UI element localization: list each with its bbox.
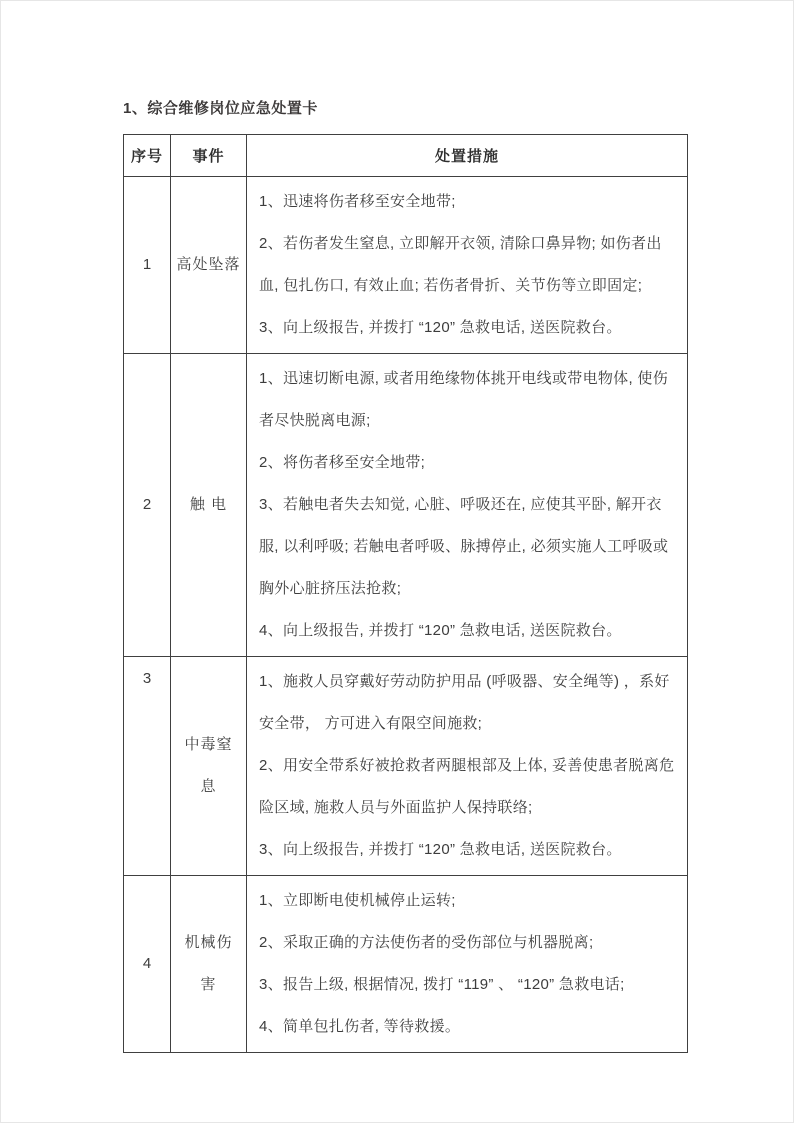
event-line: 高处坠落 <box>176 256 241 273</box>
measures-cell <box>247 354 688 657</box>
measure-item: 2、将伤者移至安全地带; <box>259 454 426 471</box>
measure-item: 1、迅速将伤者移至安全地带; <box>259 193 456 210</box>
event-cell <box>171 354 247 657</box>
row-number-cell: 1 <box>124 177 171 354</box>
event-line: 机械伤 <box>184 934 233 951</box>
row-number-cell: 3 <box>124 657 171 876</box>
measure-item: 3、向上级报告, 并拨打 “120” 急救电话, 送医院救台。 <box>259 841 622 858</box>
measure-item: 4、向上级报告, 并拨打 “120” 急救电话, 送医院救台。 <box>259 622 622 639</box>
event-line: 息 <box>200 778 217 795</box>
table-header-row <box>124 135 688 177</box>
event-cell <box>171 177 247 354</box>
measure-item: 1、立即断电使机械停止运转; <box>259 892 456 909</box>
table-body <box>124 177 688 1053</box>
document-content <box>123 97 687 1053</box>
measures-cell <box>247 657 688 876</box>
measure-item: 1、迅速切断电源, 或者用绝缘物体挑开电线或带电物体, 使伤者尽快脱离电源; <box>259 370 669 429</box>
emergency-response-table <box>123 134 688 1053</box>
event-line: 中毒窒 <box>184 736 233 753</box>
measure-item: 2、用安全带系好被抢救者两腿根部及上体, 妥善使患者脱离危险区域, 施救人员与外面监护人保持联络; <box>259 757 675 816</box>
table-row <box>124 354 688 657</box>
measure-item: 3、向上级报告, 并拨打 “120” 急救电话, 送医院救台。 <box>259 319 622 336</box>
measures-cell <box>247 876 688 1053</box>
page-title: 1、综合维修岗位应急处置卡 <box>123 100 318 117</box>
header-cell-event: 事件 <box>171 135 247 177</box>
header-cell-number: 序号 <box>124 135 171 177</box>
measure-item: 2、采取正确的方法使伤者的受伤部位与机器脱离; <box>259 934 594 951</box>
event-cell <box>171 657 247 876</box>
row-number-cell: 2 <box>124 354 171 657</box>
measure-item: 3、若触电者失去知觉, 心脏、呼吸还在, 应使其平卧, 解开衣服, 以利呼吸; 若触电者呼吸、脉搏停止, 必须实施人工呼吸或胸外心脏挤压法抢救; <box>259 496 669 597</box>
event-line: 触 电 <box>189 496 228 513</box>
measure-item: 3、报告上级, 根据情况, 拨打 “119” 、 “120” 急救电话; <box>259 976 625 993</box>
event-cell <box>171 876 247 1053</box>
event-line: 害 <box>200 976 217 993</box>
measure-item: 2、若伤者发生窒息, 立即解开衣领, 清除口鼻异物; 如伤者出血, 包扎伤口, 有效止血; 若伤者骨折、关节伤等立即固定; <box>259 235 662 294</box>
measure-item: 1、施救人员穿戴好劳动防护用品 (呼吸器、安全绳等) ，系好安全带， 方可进入有限空间施救; <box>259 673 670 732</box>
table-row <box>124 657 688 876</box>
header-cell-measures: 处置措施 <box>247 135 688 177</box>
measures-cell <box>247 177 688 354</box>
measure-item: 4、简单包扎伤者, 等待救援。 <box>259 1018 461 1035</box>
table-header <box>124 135 688 177</box>
table-row <box>124 876 688 1053</box>
row-number-cell: 4 <box>124 876 171 1053</box>
table-row <box>124 177 688 354</box>
